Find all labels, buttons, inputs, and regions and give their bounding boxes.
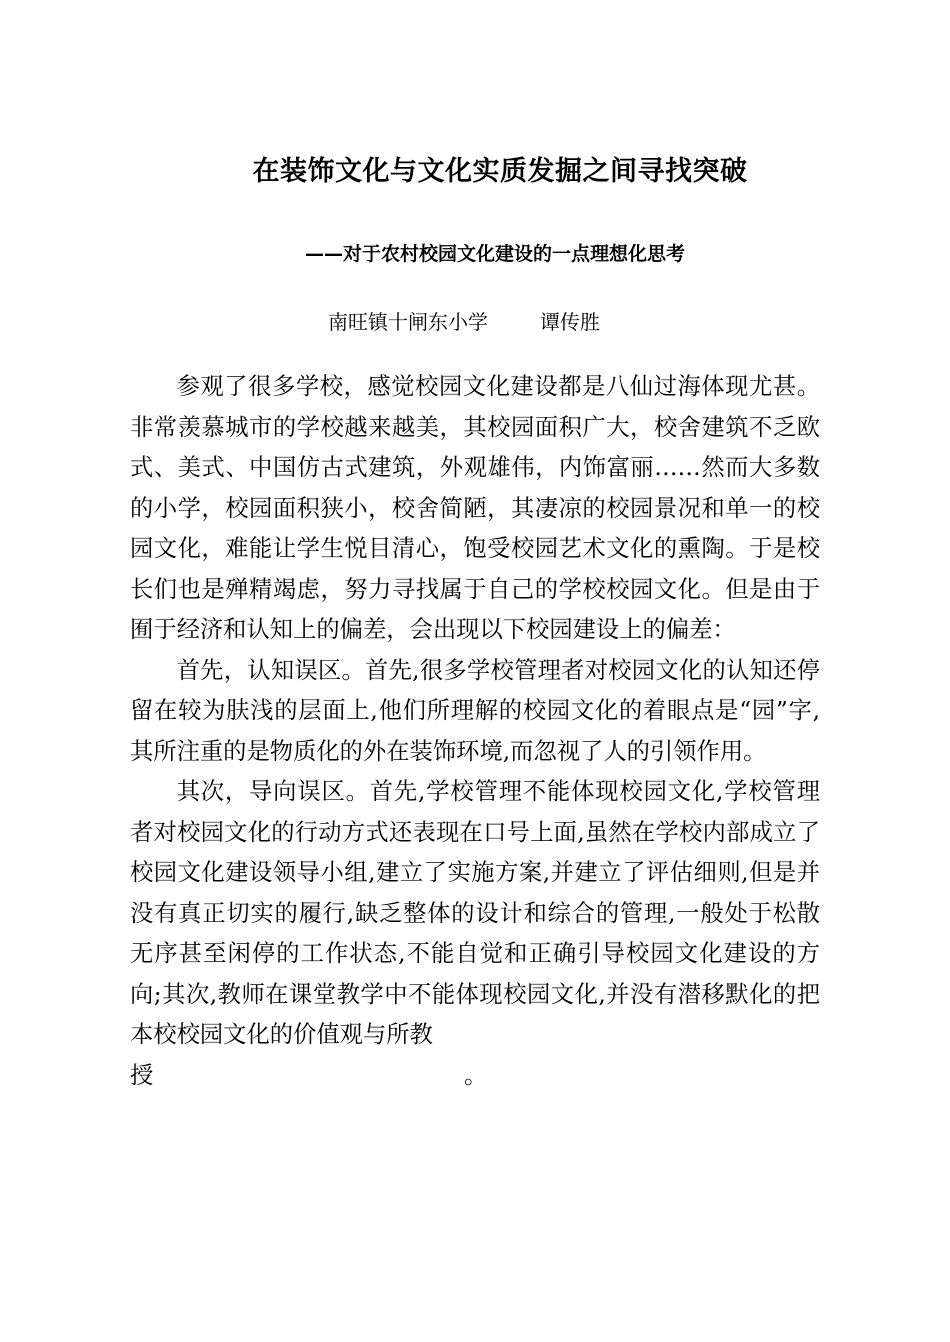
- document-subtitle: ——对于农村校园文化建设的一点理想化思考: [304, 243, 685, 265]
- paragraph-cognitive-misconception: 首先，认知误区。首先,很多学校管理者对校园文化的认知还停留在较为肤浅的层面上,他们所理解的校园文化的着眼点是“园”字,其所注重的是物质化的外在装饰环境,而忽视了人的引领作用。: [130, 656, 820, 765]
- document-body: [130, 367, 820, 1096]
- document-title: 在装饰文化与文化实质发掘之间寻找突破: [252, 156, 748, 187]
- paragraph-guidance-misconception: 其次，导向误区。首先,学校管理不能体现校园文化,学校管理者对校园文化的行动方式还表现在口号上面,虽然在学校内部成立了校园文化建设领导小组,建立了实施方案,并建立了评估细则,但是并没有真正切实的履行,缺乏整体的设计和综合的管理,一般处于松散无序甚至闲停的工作状态,不能自觉和正确引导校园文化建设的方向;其次,教师在课堂教学中不能体现校园文化,并没有潜移默化的把本校校园文化的价值观与所教: [130, 778, 820, 1048]
- trailing-start: 授: [130, 1061, 154, 1089]
- paragraph-intro: 参观了很多学校，感觉校园文化建设都是八仙过海体现尤甚。非常羡慕城市的学校越来越美，其校园面积广大，校舍建筑不乏欧式、美式、中国仿古式建筑，外观雄伟，内饰富丽……然而大多数的小学，校园面积狭小，校舍简陋，其凄凉的校园景况和单一的校园文化，难能让学生悦目清心，饱受校园艺术文化的熏陶。于是校长们也是殚精竭虑，努力寻找属于自己的学校校园文化。但是由于囿于经济和认知上的偏差，会出现以下校园建设上的偏差：: [130, 373, 820, 643]
- author-line: [328, 306, 600, 338]
- trailing-line: [130, 1056, 820, 1097]
- author-school: 南旺镇十闸东小学: [328, 310, 488, 334]
- author-name: 谭传胜: [540, 310, 600, 334]
- trailing-end: 。: [464, 1061, 488, 1089]
